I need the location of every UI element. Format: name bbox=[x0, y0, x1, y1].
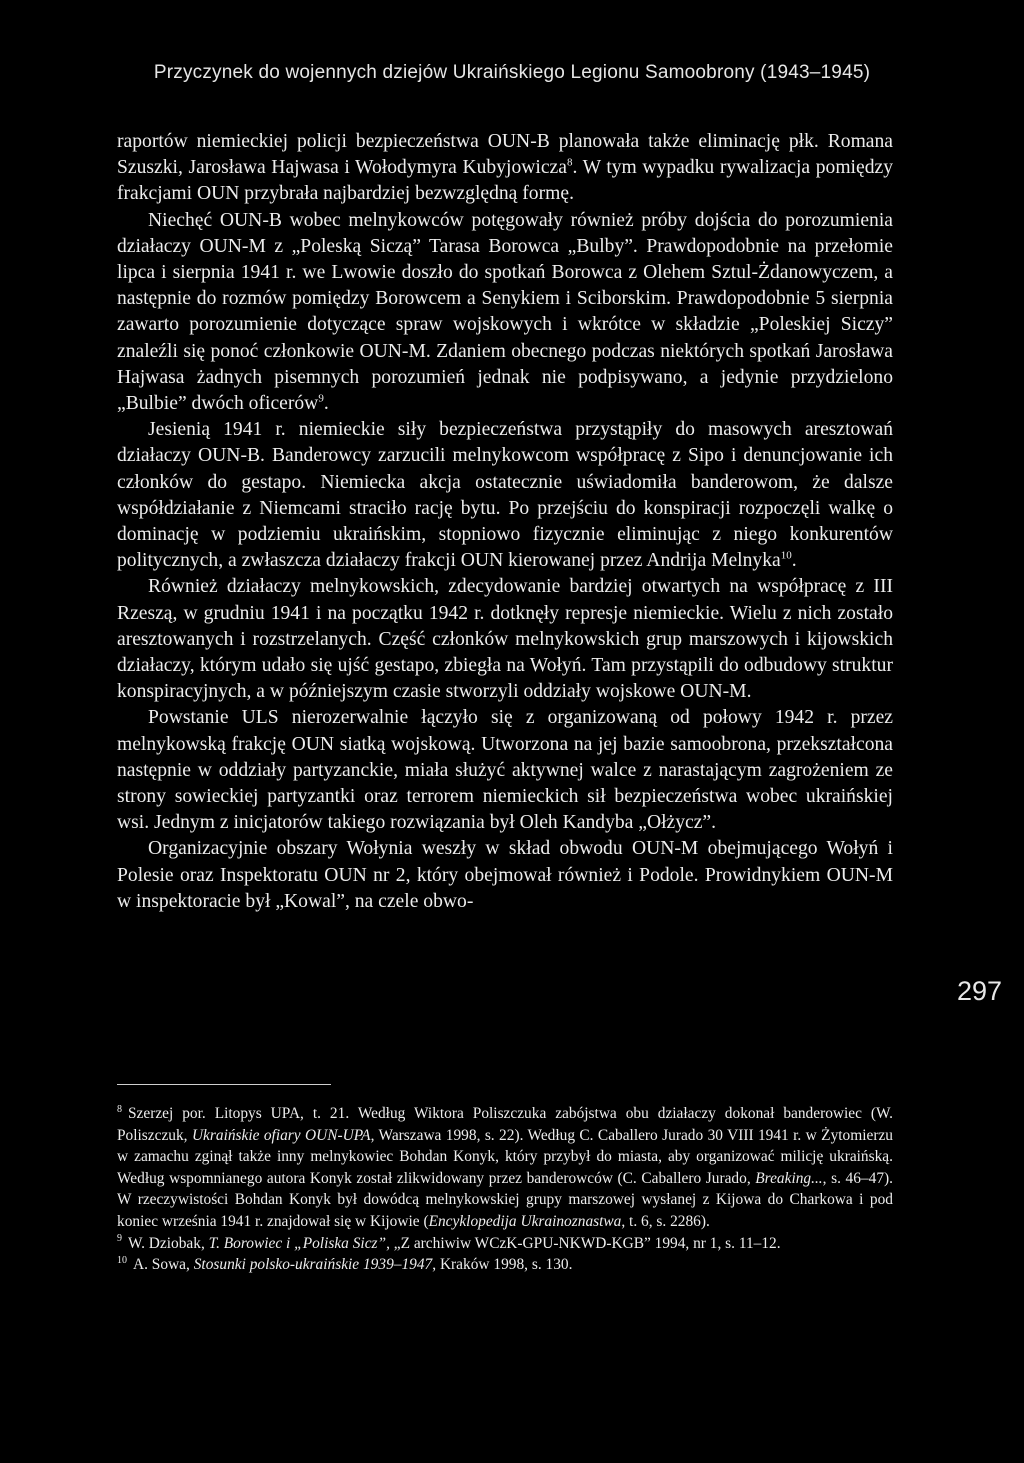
text-run: Powstanie ULS nierozerwalnie łączyło się z organizowaną od połowy 1942 r. przez melnykowską frakcję OUN siatką wojskową. Utworzona na jej bazie samoobrona, przekształcona następnie w oddziały partyzanckie, miała służyć aktywnej walce z narastającym zagrożeniem ze strony sowieckiej partyzantki oraz terrorem niemieckich sił bezpieczeństwa wobec ukraińskiej wsi. Jednym z inicjatorów takiego rozwiązania był Oleh Kandyba „Ołżycz”. bbox=[117, 707, 893, 834]
footnote-reference: 8 bbox=[566, 156, 573, 169]
page-number: 297 bbox=[957, 976, 1003, 1006]
italic-title: Stosunki polsko-ukraińskie 1939–1947 bbox=[193, 1256, 433, 1274]
text-run: Organizacyjnie obszary Wołynia weszły w skład obwodu OUN-M obejmującego Wołyń i Polesie oraz Inspektoratu OUN nr 2, który obejmował również i Podole. Prowidnykiem OUN-M w inspektoracie był „Kowal”, na czele obwo- bbox=[117, 838, 893, 912]
footnote bbox=[117, 1254, 893, 1276]
main-body-text bbox=[117, 129, 893, 915]
footnote-number: 10 bbox=[117, 1255, 127, 1267]
body-paragraph bbox=[117, 129, 893, 208]
footnote bbox=[117, 1233, 893, 1255]
text-run: Niechęć OUN-B wobec melnykowców potęgowały również próby dojścia do porozumienia działaczy OUN-M z „Poleską Siczą” Tarasa Borowca „Bulby”. Prawdopodobnie na przełomie lipca i sierpnia 1941 r. we Lwowie doszło do spotkań Borowca z Olehem Sztul-Żdanowyczem, a następnie do rozmów pomiędzy Borowcem a Senykiem i Sciborskim. Prawdopodobnie 5 sierpnia zawarto porozumienie dotyczące spraw wojskowych i wkrótce w składzie „Poleskiej Siczy” znaleźli się ponoć członkowie OUN-M. Zdaniem obecnego podczas niektórych spotkań Jarosława Hajwasa żadnych pisemnych porozumień jednak nie podpisywano, a jedynie przydzielono „Bulbie” dwóch oficerów bbox=[117, 209, 893, 415]
text-run: . bbox=[791, 550, 797, 572]
italic-title: T. Borowiec i „Poliska Sicz” bbox=[208, 1234, 387, 1252]
text-run: , „Z archiwiw WCzK-GPU-NKWD-KGB” 1994, nr 1, s. 11–12. bbox=[386, 1234, 781, 1252]
footnote-separator bbox=[117, 1084, 331, 1085]
text-run: . W tym wypadku rywalizacja pomiędzy frakcjami OUN przybrała najbardziej bezwzględną formę. bbox=[117, 157, 893, 205]
text-run: raportów niemieckiej policji bezpieczeństwa OUN-B planowała także eliminację płk. Romana Szuszki, Jarosława Hajwasa i Wołodymyra Kubyjowicza bbox=[117, 131, 893, 179]
footnote-number: 8 bbox=[117, 1103, 122, 1115]
text-run: . bbox=[323, 393, 329, 415]
text-run: , Kraków 1998, s. 130. bbox=[432, 1256, 573, 1274]
text-run: Szerzej por. Litopys UPA, t. 21. Według Wiktora Poliszczuka zabójstwa obu działaczy dokonał banderowiec (W. Poliszczuk, bbox=[117, 1105, 893, 1144]
text-run: Również działaczy melnykowskich, zdecydowanie bardziej otwartych na współpracę z III Rzeszą, w grudniu 1941 i na początku 1942 r. dotknęły represje niemieckie. Wielu z nich zostało aresztowanych i rozstrzelanych. Część członków melnykowskich grup marszowych i kijowskich działaczy, którym udało się ujść gestapo, zbiegła na Wołyń. Tam przystąpili do odbudowy struktur konspiracyjnych, a w późniejszym czasie stworzyli oddziały wojskowe OUN-M. bbox=[117, 576, 893, 703]
body-paragraph bbox=[117, 208, 893, 418]
footnote bbox=[117, 1103, 893, 1233]
text-run: , t. 6, s. 2286). bbox=[621, 1212, 710, 1230]
text-run: Jesienią 1941 r. niemieckie siły bezpieczeństwa przystąpiły do masowych aresztowań działaczy OUN-B. Banderowcy zarzucili melnykowcom współpracę z Sipo i denuncjowanie ich członków do gestapo. Niemiecka akcja ostatecznie uświadomiła banderowom, że dalsze współdziałanie z Niemcami straciło rację bytu. Po przejściu do konspiracji rozpoczęli walkę o dominację w podziemiu ukraińskim, stopniowo fizycznie eliminując z niego konkurentów politycznych, a zwłaszcza działaczy frakcji OUN kierowanej przez Andrija Melnyka bbox=[117, 419, 893, 572]
body-paragraph bbox=[117, 836, 893, 915]
footnote-reference: 9 bbox=[318, 392, 324, 405]
footnotes-section bbox=[117, 1103, 893, 1276]
italic-title: Ukraińskie ofiary OUN-UPA bbox=[191, 1126, 371, 1144]
body-paragraph bbox=[117, 417, 893, 574]
body-paragraph bbox=[117, 574, 893, 705]
text-run: , s. 46–47). W rzeczywistości Bohdan Konyk był dowódcą melnykowskiej grupy marszowej wysłanej z Kijowa do Charkowa i pod koniec września 1941 r. znajdował się w Kijowie ( bbox=[117, 1169, 893, 1230]
running-header: Przyczynek do wojennych dziejów Ukraińskiego Legionu Samoobrony (1943–1945) bbox=[153, 62, 871, 83]
italic-title: Breaking... bbox=[755, 1169, 823, 1187]
footnote-reference: 10 bbox=[780, 549, 792, 562]
body-paragraph bbox=[117, 705, 893, 836]
text-run: , Warszawa 1998, s. 22). Według C. Caballero Jurado 30 VIII 1941 r. w Żytomierzu w zamachu zginął także inny melnykowiec Bohdan Konyk, który przybył do miasta, aby organizować milicję ukraińską. Według wspomnianego autora Konyk został zlikwidowany przez banderowców (C. Caballero Jurado, bbox=[117, 1126, 893, 1187]
text-run: A. Sowa, bbox=[133, 1256, 194, 1274]
footnote-number: 9 bbox=[117, 1233, 122, 1245]
italic-title: Encyklopedija Ukrainoznastwa bbox=[428, 1212, 622, 1230]
text-run: W. Dziobak, bbox=[128, 1234, 209, 1252]
